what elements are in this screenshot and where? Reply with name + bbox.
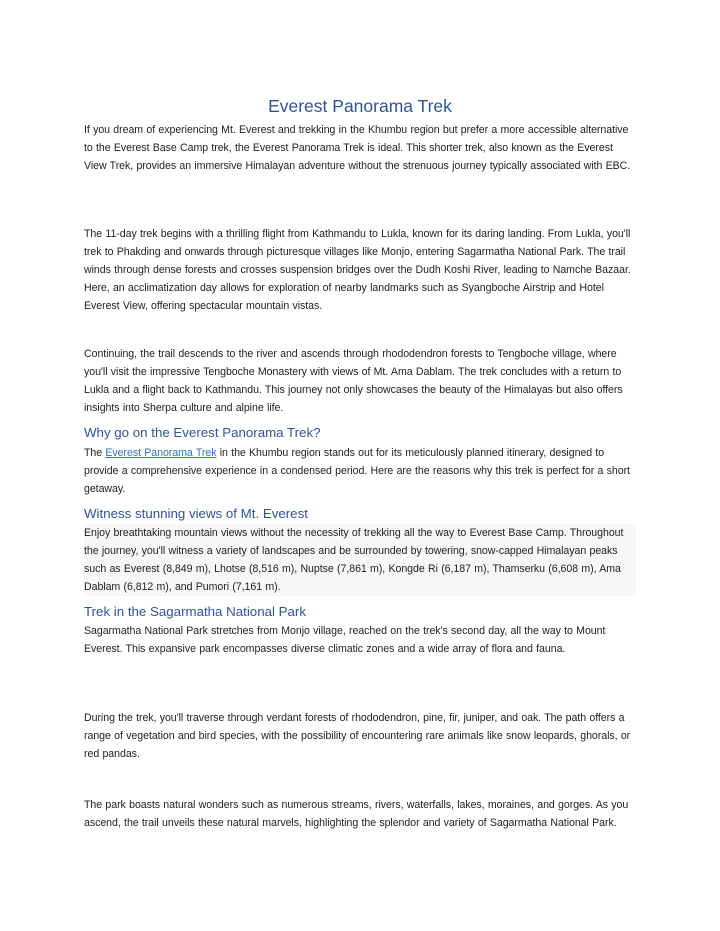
why-text-post: in the Khumbu region stands out for its meticulously planned itinerary, designed to provide a comprehensive experience in a condensed period. Here are the reasons why this trek is perfect for a short getaway. [84,447,630,495]
page-title: Everest Panorama Trek [268,96,452,116]
views-paragraph: Enjoy breathtaking mountain views without the necessity of trekking all the way to Everest Base Camp. Throughout the journey, you'll witness a variety of landscapes and be surrounded by towering, snow-capped Himalayan peaks such as Everest (8,849 m), Lhotse (8,516 m), Nuptse (7,861 m), Kongde Ri (6,187 m), Thamserku (6,608 m), Ama Dablam (6,812 m), and Pumori (7,161 m). [84,524,636,596]
park-paragraph-3: The park boasts natural wonders such as numerous streams, rivers, waterfalls, lakes, moraines, and gorges. As you ascend, the trail unveils these natural marvels, highlighting the splendor and variety of Sagarmatha National Park. [84,799,629,829]
itinerary-paragraph-2: Continuing, the trail descends to the river and ascends through rhododendron forests to Tengboche village, where you'll visit the impressive Tengboche Monastery with views of Mt. Ama Dablam. The trek concludes with a return to Lukla and a flight back to Kathmandu. This journey not only showcases the beauty of the Himalayas but also offers insights into Sherpa culture and alpine life. [84,348,623,414]
itinerary-paragraph-1: The 11-day trek begins with a thrilling flight from Kathmandu to Lukla, known for its daring landing. From Lukla, you'll trek to Phakding and onwards through picturesque villages like Monjo, entering Sagarmatha National Park. The trail winds through dense forests and crosses suspension bridges over the Dudh Koshi River, leading to Namche Bazaar. Here, an acclimatization day allows for exploration of nearby landmarks such as Syangboche Airstrip and Hotel Everest View, offering spectacular mountain vistas. [84,228,631,312]
intro-paragraph: If you dream of experiencing Mt. Everest and trekking in the Khumbu region but prefer a more accessible alternative to the Everest Base Camp trek, the Everest Panorama Trek is ideal. This shorter trek, also known as the Everest View Trek, provides an immersive Himalayan adventure without the strenuous journey typically associated with EBC. [84,124,631,172]
views-heading: Witness stunning views of Mt. Everest [84,506,308,521]
everest-panorama-trek-link[interactable]: Everest Panorama Trek [105,447,217,459]
park-heading: Trek in the Sagarmatha National Park [84,604,306,619]
park-paragraph-1: Sagarmatha National Park stretches from Monjo village, reached on the trek's second day, all the way to Mount Everest. This expansive park encompasses diverse climatic zones and a wide array of flora and fauna. [84,625,606,655]
why-heading: Why go on the Everest Panorama Trek? [84,425,321,440]
why-paragraph [84,444,636,498]
park-paragraph-2: During the trek, you'll traverse through verdant forests of rhododendron, pine, fir, juniper, and oak. The path offers a range of vegetation and bird species, with the possibility of encountering rare animals like snow leopards, ghorals, or red pandas. [84,712,631,760]
why-text-pre: The [84,447,106,459]
